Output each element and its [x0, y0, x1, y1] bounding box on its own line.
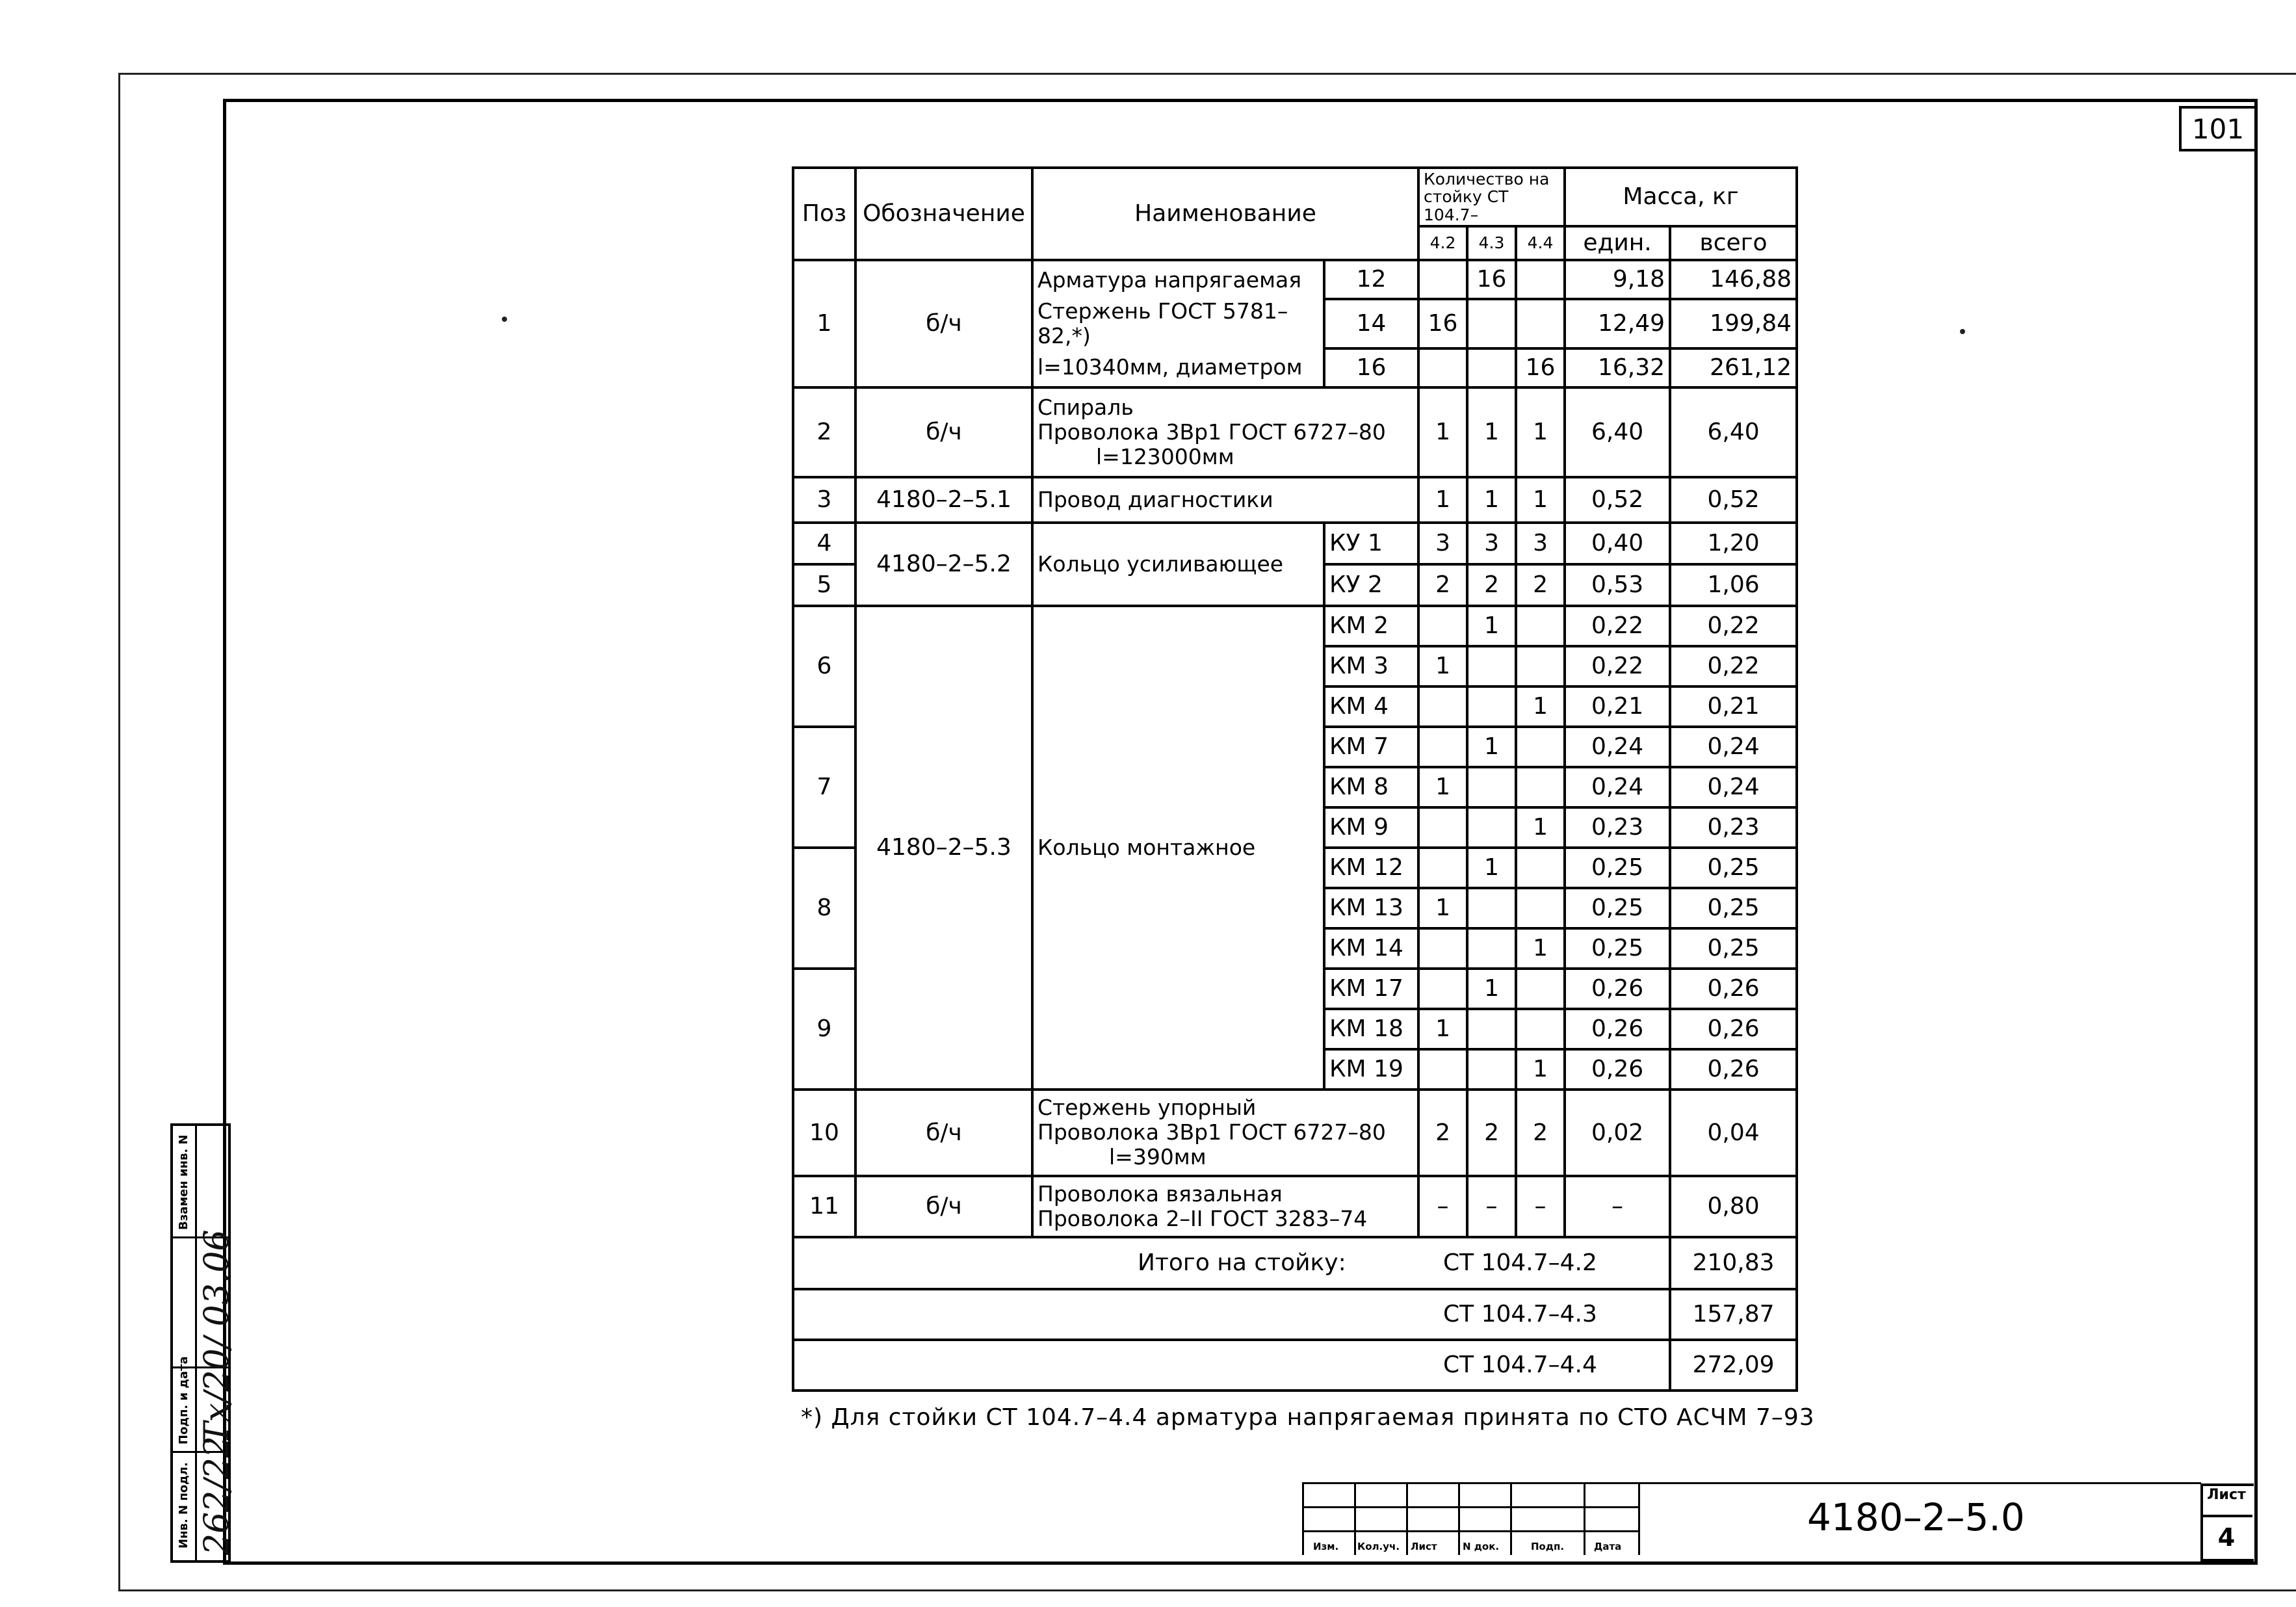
- sub-cell: КМ 14: [1324, 928, 1418, 969]
- mass-unit-header: един.: [1565, 226, 1670, 260]
- totals-type: СТ 104.7–4.3: [1443, 1301, 1597, 1328]
- sign-date-label: Подп. и дата: [177, 1356, 190, 1444]
- qty-cell: [1516, 646, 1565, 686]
- sub-cell: КМ 7: [1324, 727, 1418, 767]
- name-cell: Провод диагностики: [1032, 477, 1418, 523]
- total-mass-cell: 0,25: [1670, 848, 1797, 888]
- document-code: 4180–2–5.0: [1807, 1495, 2025, 1539]
- col-header-name: Наименование: [1032, 168, 1418, 260]
- stamp-caption: N док.: [1463, 1541, 1500, 1552]
- sub-cell: 16: [1324, 348, 1418, 387]
- pos-cell: 4: [793, 523, 855, 564]
- stamp-caption: Дата: [1594, 1541, 1622, 1552]
- sub-cell: КМ 2: [1324, 606, 1418, 646]
- qty-col-4-4: 4.4: [1516, 226, 1565, 260]
- unit-mass-cell: 0,25: [1565, 928, 1670, 969]
- qty-cell: [1467, 767, 1516, 807]
- totals-row: [793, 1289, 1797, 1340]
- sub-cell: КУ 2: [1324, 564, 1418, 606]
- qty-cell: [1467, 888, 1516, 928]
- col-header-quantity: Количество на стойку СТ 104.7–: [1418, 168, 1565, 226]
- qty-cell: 1: [1516, 387, 1565, 477]
- name-line: Проволока 2–II ГОСТ 3283–74: [1037, 1205, 1368, 1231]
- unit-mass-cell: 0,24: [1565, 767, 1670, 807]
- total-mass-cell: 0,24: [1670, 767, 1797, 807]
- qty-cell: 16: [1516, 348, 1565, 387]
- unit-mass-cell: 0,26: [1565, 969, 1670, 1009]
- unit-mass-cell: 12,49: [1565, 299, 1670, 348]
- mass-total-header: всего: [1670, 226, 1797, 260]
- col-header-designation: Обозначение: [855, 168, 1032, 260]
- totals-type: СТ 104.7–4.2: [1443, 1249, 1597, 1277]
- name-line: l=390мм: [1109, 1144, 1207, 1170]
- name-cell: Кольцо монтажное: [1032, 606, 1324, 1090]
- total-mass-cell: 0,25: [1670, 888, 1797, 928]
- designation-cell: 4180–2–5.3: [855, 606, 1032, 1090]
- unit-mass-cell: 9,18: [1565, 260, 1670, 299]
- totals-label-cell: [793, 1237, 1670, 1289]
- total-mass-cell: 0,22: [1670, 646, 1797, 686]
- table-row: [793, 1176, 1797, 1237]
- name-cell: [1032, 1176, 1418, 1237]
- sub-cell: КУ 1: [1324, 523, 1418, 564]
- name-cell: [1032, 387, 1418, 477]
- name-line: Стержень упорный: [1037, 1095, 1257, 1121]
- designation-cell: б/ч: [855, 260, 1032, 387]
- unit-mass-cell: 0,26: [1565, 1049, 1670, 1090]
- qty-cell: [1516, 299, 1565, 348]
- scan-dot: [1960, 329, 1965, 334]
- sub-cell: 12: [1324, 260, 1418, 299]
- qty-cell: [1467, 299, 1516, 348]
- qty-cell: 1: [1467, 387, 1516, 477]
- qty-cell: 3: [1516, 523, 1565, 564]
- signature: Тх/20/ 03.06: [198, 1229, 237, 1444]
- qty-cell: [1467, 807, 1516, 848]
- unit-mass-cell: 0,53: [1565, 564, 1670, 606]
- qty-cell: 1: [1418, 477, 1467, 523]
- sub-cell: КМ 12: [1324, 848, 1418, 888]
- qty-cell: 2: [1516, 564, 1565, 606]
- name-line: Проволока вязальная: [1037, 1181, 1283, 1207]
- pos-cell: 11: [793, 1176, 855, 1237]
- designation-cell: б/ч: [855, 1176, 1032, 1237]
- total-mass-cell: 0,24: [1670, 727, 1797, 767]
- name-cell: [1032, 1090, 1418, 1176]
- qty-cell: [1516, 606, 1565, 646]
- qty-cell: [1418, 848, 1467, 888]
- designation-cell: 4180–2–5.1: [855, 477, 1032, 523]
- pos-cell: 7: [793, 727, 855, 848]
- total-mass-cell: 0,23: [1670, 807, 1797, 848]
- pos-cell: 10: [793, 1090, 855, 1176]
- qty-cell: [1516, 727, 1565, 767]
- pos-cell: 3: [793, 477, 855, 523]
- footnote: *) Для стойки СТ 104.7–4.4 арматура напрягаемая принята по СТО АСЧМ 7–93: [801, 1404, 1815, 1431]
- totals-type: СТ 104.7–4.4: [1443, 1352, 1597, 1379]
- unit-mass-cell: 16,32: [1565, 348, 1670, 387]
- unit-mass-cell: 0,25: [1565, 848, 1670, 888]
- qty-cell: 1: [1516, 807, 1565, 848]
- qty-cell: 1: [1467, 606, 1516, 646]
- unit-mass-cell: 0,22: [1565, 606, 1670, 646]
- qty-cell: 2: [1418, 1090, 1467, 1176]
- specification-table: [792, 166, 1798, 1392]
- name-cell: Кольцо усиливающее: [1032, 523, 1324, 606]
- sub-cell: КМ 9: [1324, 807, 1418, 848]
- total-mass-cell: 1,20: [1670, 523, 1797, 564]
- pos-cell: 6: [793, 606, 855, 727]
- inv-number: 262/22: [198, 1436, 237, 1555]
- unit-mass-cell: 0,40: [1565, 523, 1670, 564]
- qty-cell: [1418, 969, 1467, 1009]
- sub-cell: КМ 13: [1324, 888, 1418, 928]
- qty-cell: [1516, 767, 1565, 807]
- total-mass-cell: 0,26: [1670, 1049, 1797, 1090]
- qty-cell: 1: [1418, 646, 1467, 686]
- name-line: Спираль: [1037, 394, 1134, 420]
- qty-cell: [1516, 969, 1565, 1009]
- unit-mass-cell: 0,25: [1565, 888, 1670, 928]
- totals-label: Итого на стойку:: [1138, 1249, 1346, 1277]
- sheet-number: 101: [2179, 106, 2254, 151]
- designation-cell: б/ч: [855, 387, 1032, 477]
- qty-cell: 1: [1418, 767, 1467, 807]
- sub-cell: КМ 8: [1324, 767, 1418, 807]
- unit-mass-cell: 0,24: [1565, 727, 1670, 767]
- table-row: [793, 387, 1797, 477]
- unit-mass-cell: 0,02: [1565, 1090, 1670, 1176]
- stamp-caption: Лист: [1411, 1541, 1437, 1552]
- totals-mass: 272,09: [1670, 1340, 1797, 1391]
- totals-label-cell: [793, 1289, 1670, 1340]
- stamp-caption: Подп.: [1531, 1541, 1565, 1552]
- qty-cell: 2: [1467, 564, 1516, 606]
- sheet-label: Лист: [2207, 1487, 2246, 1503]
- total-mass-cell: 0,52: [1670, 477, 1797, 523]
- name-line: Стержень ГОСТ 5781–82,*): [1032, 299, 1324, 348]
- qty-cell: [1467, 348, 1516, 387]
- qty-cell: 2: [1418, 564, 1467, 606]
- sheet-value: 4: [2200, 1515, 2252, 1558]
- qty-col-4-2: 4.2: [1418, 226, 1467, 260]
- scan-dot: [502, 317, 507, 322]
- unit-mass-cell: 0,52: [1565, 477, 1670, 523]
- sub-cell: КМ 4: [1324, 686, 1418, 727]
- sub-cell: КМ 3: [1324, 646, 1418, 686]
- replace-inv-label: Взамен инв. N: [177, 1134, 190, 1230]
- qty-cell: 3: [1418, 523, 1467, 564]
- total-mass-cell: 0,80: [1670, 1176, 1797, 1237]
- total-mass-cell: 0,26: [1670, 1009, 1797, 1049]
- header-row: [793, 168, 1797, 226]
- totals-row: [793, 1237, 1797, 1289]
- pos-cell: 2: [793, 387, 855, 477]
- total-mass-cell: 0,26: [1670, 969, 1797, 1009]
- total-mass-cell: 0,25: [1670, 928, 1797, 969]
- qty-cell: [1467, 686, 1516, 727]
- qty-cell: 1: [1418, 387, 1467, 477]
- sub-cell: КМ 19: [1324, 1049, 1418, 1090]
- unit-mass-cell: 6,40: [1565, 387, 1670, 477]
- table-row: [793, 260, 1797, 299]
- qty-cell: 3: [1467, 523, 1516, 564]
- qty-cell: 1: [1418, 1009, 1467, 1049]
- designation-cell: 4180–2–5.2: [855, 523, 1032, 606]
- total-mass-cell: 199,84: [1670, 299, 1797, 348]
- table-row: [793, 523, 1797, 564]
- total-mass-cell: 0,22: [1670, 606, 1797, 646]
- sub-cell: 14: [1324, 299, 1418, 348]
- name-line: Проволока 3Вр1 ГОСТ 6727–80: [1037, 1119, 1386, 1145]
- total-mass-cell: 0,04: [1670, 1090, 1797, 1176]
- unit-mass-cell: 0,26: [1565, 1009, 1670, 1049]
- qty-cell: [1516, 260, 1565, 299]
- qty-cell: –: [1467, 1176, 1516, 1237]
- total-mass-cell: 0,21: [1670, 686, 1797, 727]
- qty-cell: [1467, 646, 1516, 686]
- inv-label: Инв. N подл.: [177, 1462, 190, 1548]
- name-line: Арматура напрягаемая: [1032, 260, 1324, 299]
- qty-cell: 1: [1516, 686, 1565, 727]
- totals-label-cell: [793, 1340, 1670, 1391]
- total-mass-cell: 6,40: [1670, 387, 1797, 477]
- qty-cell: [1418, 260, 1467, 299]
- pos-cell: 8: [793, 848, 855, 969]
- designation-cell: б/ч: [855, 1090, 1032, 1176]
- sub-cell: КМ 18: [1324, 1009, 1418, 1049]
- qty-cell: 1: [1516, 928, 1565, 969]
- qty-cell: 1: [1516, 1049, 1565, 1090]
- qty-cell: [1516, 1009, 1565, 1049]
- totals-row: [793, 1340, 1797, 1391]
- name-line: l=123000мм: [1096, 443, 1234, 469]
- total-mass-cell: 261,12: [1670, 348, 1797, 387]
- qty-cell: [1418, 928, 1467, 969]
- qty-cell: –: [1418, 1176, 1467, 1237]
- stamp-caption: Кол.уч.: [1357, 1541, 1400, 1552]
- qty-cell: [1418, 348, 1467, 387]
- table-row: [793, 477, 1797, 523]
- qty-cell: 1: [1467, 969, 1516, 1009]
- qty-cell: 1: [1467, 848, 1516, 888]
- col-header-mass: Масса, кг: [1565, 168, 1797, 226]
- unit-mass-cell: –: [1565, 1176, 1670, 1237]
- unit-mass-cell: 0,23: [1565, 807, 1670, 848]
- pos-cell: 5: [793, 564, 855, 606]
- qty-cell: [1418, 686, 1467, 727]
- qty-cell: [1516, 848, 1565, 888]
- qty-cell: [1516, 888, 1565, 928]
- qty-cell: 1: [1467, 727, 1516, 767]
- sub-cell: КМ 17: [1324, 969, 1418, 1009]
- qty-cell: [1418, 807, 1467, 848]
- stamp-top-line: [1640, 1482, 2201, 1484]
- pos-cell: 1: [793, 260, 855, 387]
- pos-cell: 9: [793, 969, 855, 1090]
- total-mass-cell: 146,88: [1670, 260, 1797, 299]
- stamp-caption: Изм.: [1313, 1541, 1339, 1552]
- qty-cell: [1467, 1049, 1516, 1090]
- qty-cell: 2: [1467, 1090, 1516, 1176]
- unit-mass-cell: 0,21: [1565, 686, 1670, 727]
- qty-cell: 16: [1467, 260, 1516, 299]
- qty-col-4-3: 4.3: [1467, 226, 1516, 260]
- qty-cell: [1467, 1009, 1516, 1049]
- totals-mass: 210,83: [1670, 1237, 1797, 1289]
- name-line: l=10340мм, диаметром: [1032, 348, 1324, 387]
- side-strip: [170, 1123, 237, 1563]
- totals-mass: 157,87: [1670, 1289, 1797, 1340]
- unit-mass-cell: 0,22: [1565, 646, 1670, 686]
- total-mass-cell: 1,06: [1670, 564, 1797, 606]
- qty-cell: –: [1516, 1176, 1565, 1237]
- qty-cell: [1418, 1049, 1467, 1090]
- qty-cell: 1: [1418, 888, 1467, 928]
- qty-cell: 1: [1516, 477, 1565, 523]
- name-line: Проволока 3Вр1 ГОСТ 6727–80: [1037, 419, 1386, 445]
- col-header-pos: Поз: [793, 168, 855, 260]
- qty-cell: [1418, 727, 1467, 767]
- qty-cell: [1418, 606, 1467, 646]
- qty-cell: 2: [1516, 1090, 1565, 1176]
- table-row: [793, 1090, 1797, 1176]
- qty-cell: 16: [1418, 299, 1467, 348]
- table-row: [793, 606, 1797, 646]
- qty-cell: 1: [1467, 477, 1516, 523]
- qty-cell: [1467, 928, 1516, 969]
